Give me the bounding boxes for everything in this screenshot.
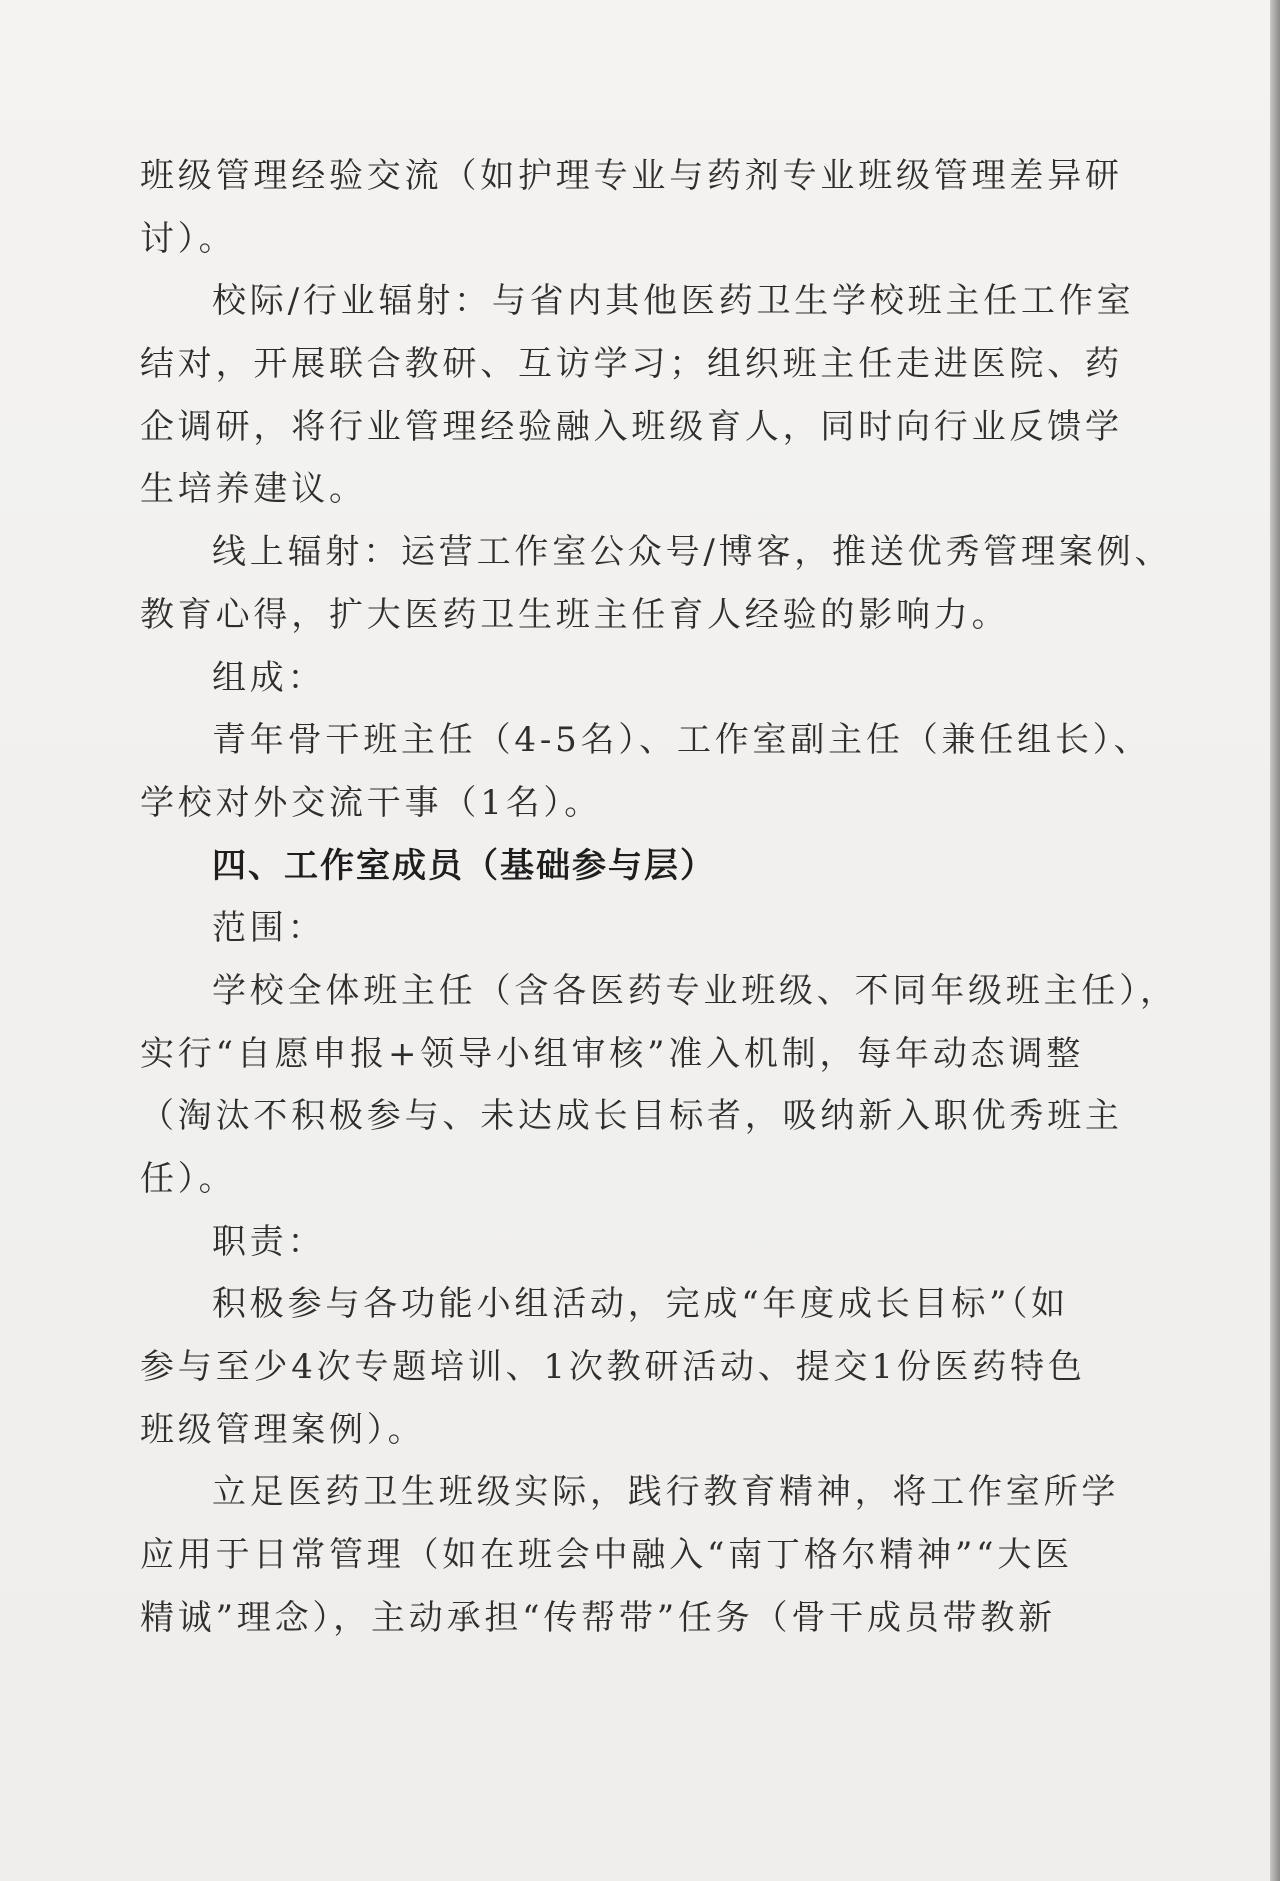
text-line: 积极参与各功能小组活动，完成“年度成长目标”（如 [212, 1284, 1069, 1325]
text-line: 学校全体班主任（含各医药专业班级、不同年级班主任）， [212, 970, 1178, 1011]
section-heading: 四、工作室成员（基础参与层） [212, 845, 716, 886]
text-line: 生培养建议。 [140, 469, 367, 510]
text-line: 立足医药卫生班级实际，践行教育精神，将工作室所学 [212, 1472, 1120, 1513]
text-line: 班级管理经验交流（如护理专业与药剂专业班级管理差异研 [140, 156, 1123, 196]
text-line: 青年骨干班主任（4-5名）、工作室副主任（兼任组长）、 [212, 720, 1152, 761]
text-line: 企调研，将行业管理经验融入班级育人，同时向行业反馈学 [140, 406, 1123, 447]
text-line: 班级管理案例）。 [140, 1409, 426, 1450]
text-line: （淘汰不积极参与、未达成长目标者，吸纳新入职优秀班主 [140, 1096, 1123, 1137]
text-line: 组成： [212, 657, 326, 698]
text-line: 学校对外交流干事（1名）。 [140, 782, 603, 823]
text-line: 应用于日常管理（如在班会中融入“南丁格尔精神”“大医 [140, 1535, 1073, 1576]
text-line: 讨）。 [140, 218, 237, 259]
page-edge-shadow [1270, 0, 1280, 1881]
text-line: 实行“自愿申报+领导小组审核”准入机制，每年动态调整 [140, 1033, 1085, 1074]
text-line: 参与至少4次专题培训、1次教研活动、提交1份医药特色 [140, 1347, 1086, 1388]
text-line: 任）。 [140, 1159, 237, 1199]
text-line: 精诚”理念），主动承担“传帮带”任务（骨干成员带教新 [140, 1597, 1056, 1638]
text-line: 校际/行业辐射：与省内其他医药卫生学校班主任工作室 [212, 281, 1135, 322]
text-line: 职责： [212, 1221, 326, 1262]
document-body [140, 145, 1178, 1650]
text-line: 结对，开展联合教研、互访学习；组织班主任走进医院、药 [140, 344, 1123, 385]
text-line: 教育心得，扩大医药卫生班主任育人经验的影响力。 [140, 594, 1010, 635]
text-line: 范围： [212, 908, 326, 949]
text-line: 线上辐射：运营工作室公众号/博客，推送优秀管理案例、 [212, 532, 1173, 573]
